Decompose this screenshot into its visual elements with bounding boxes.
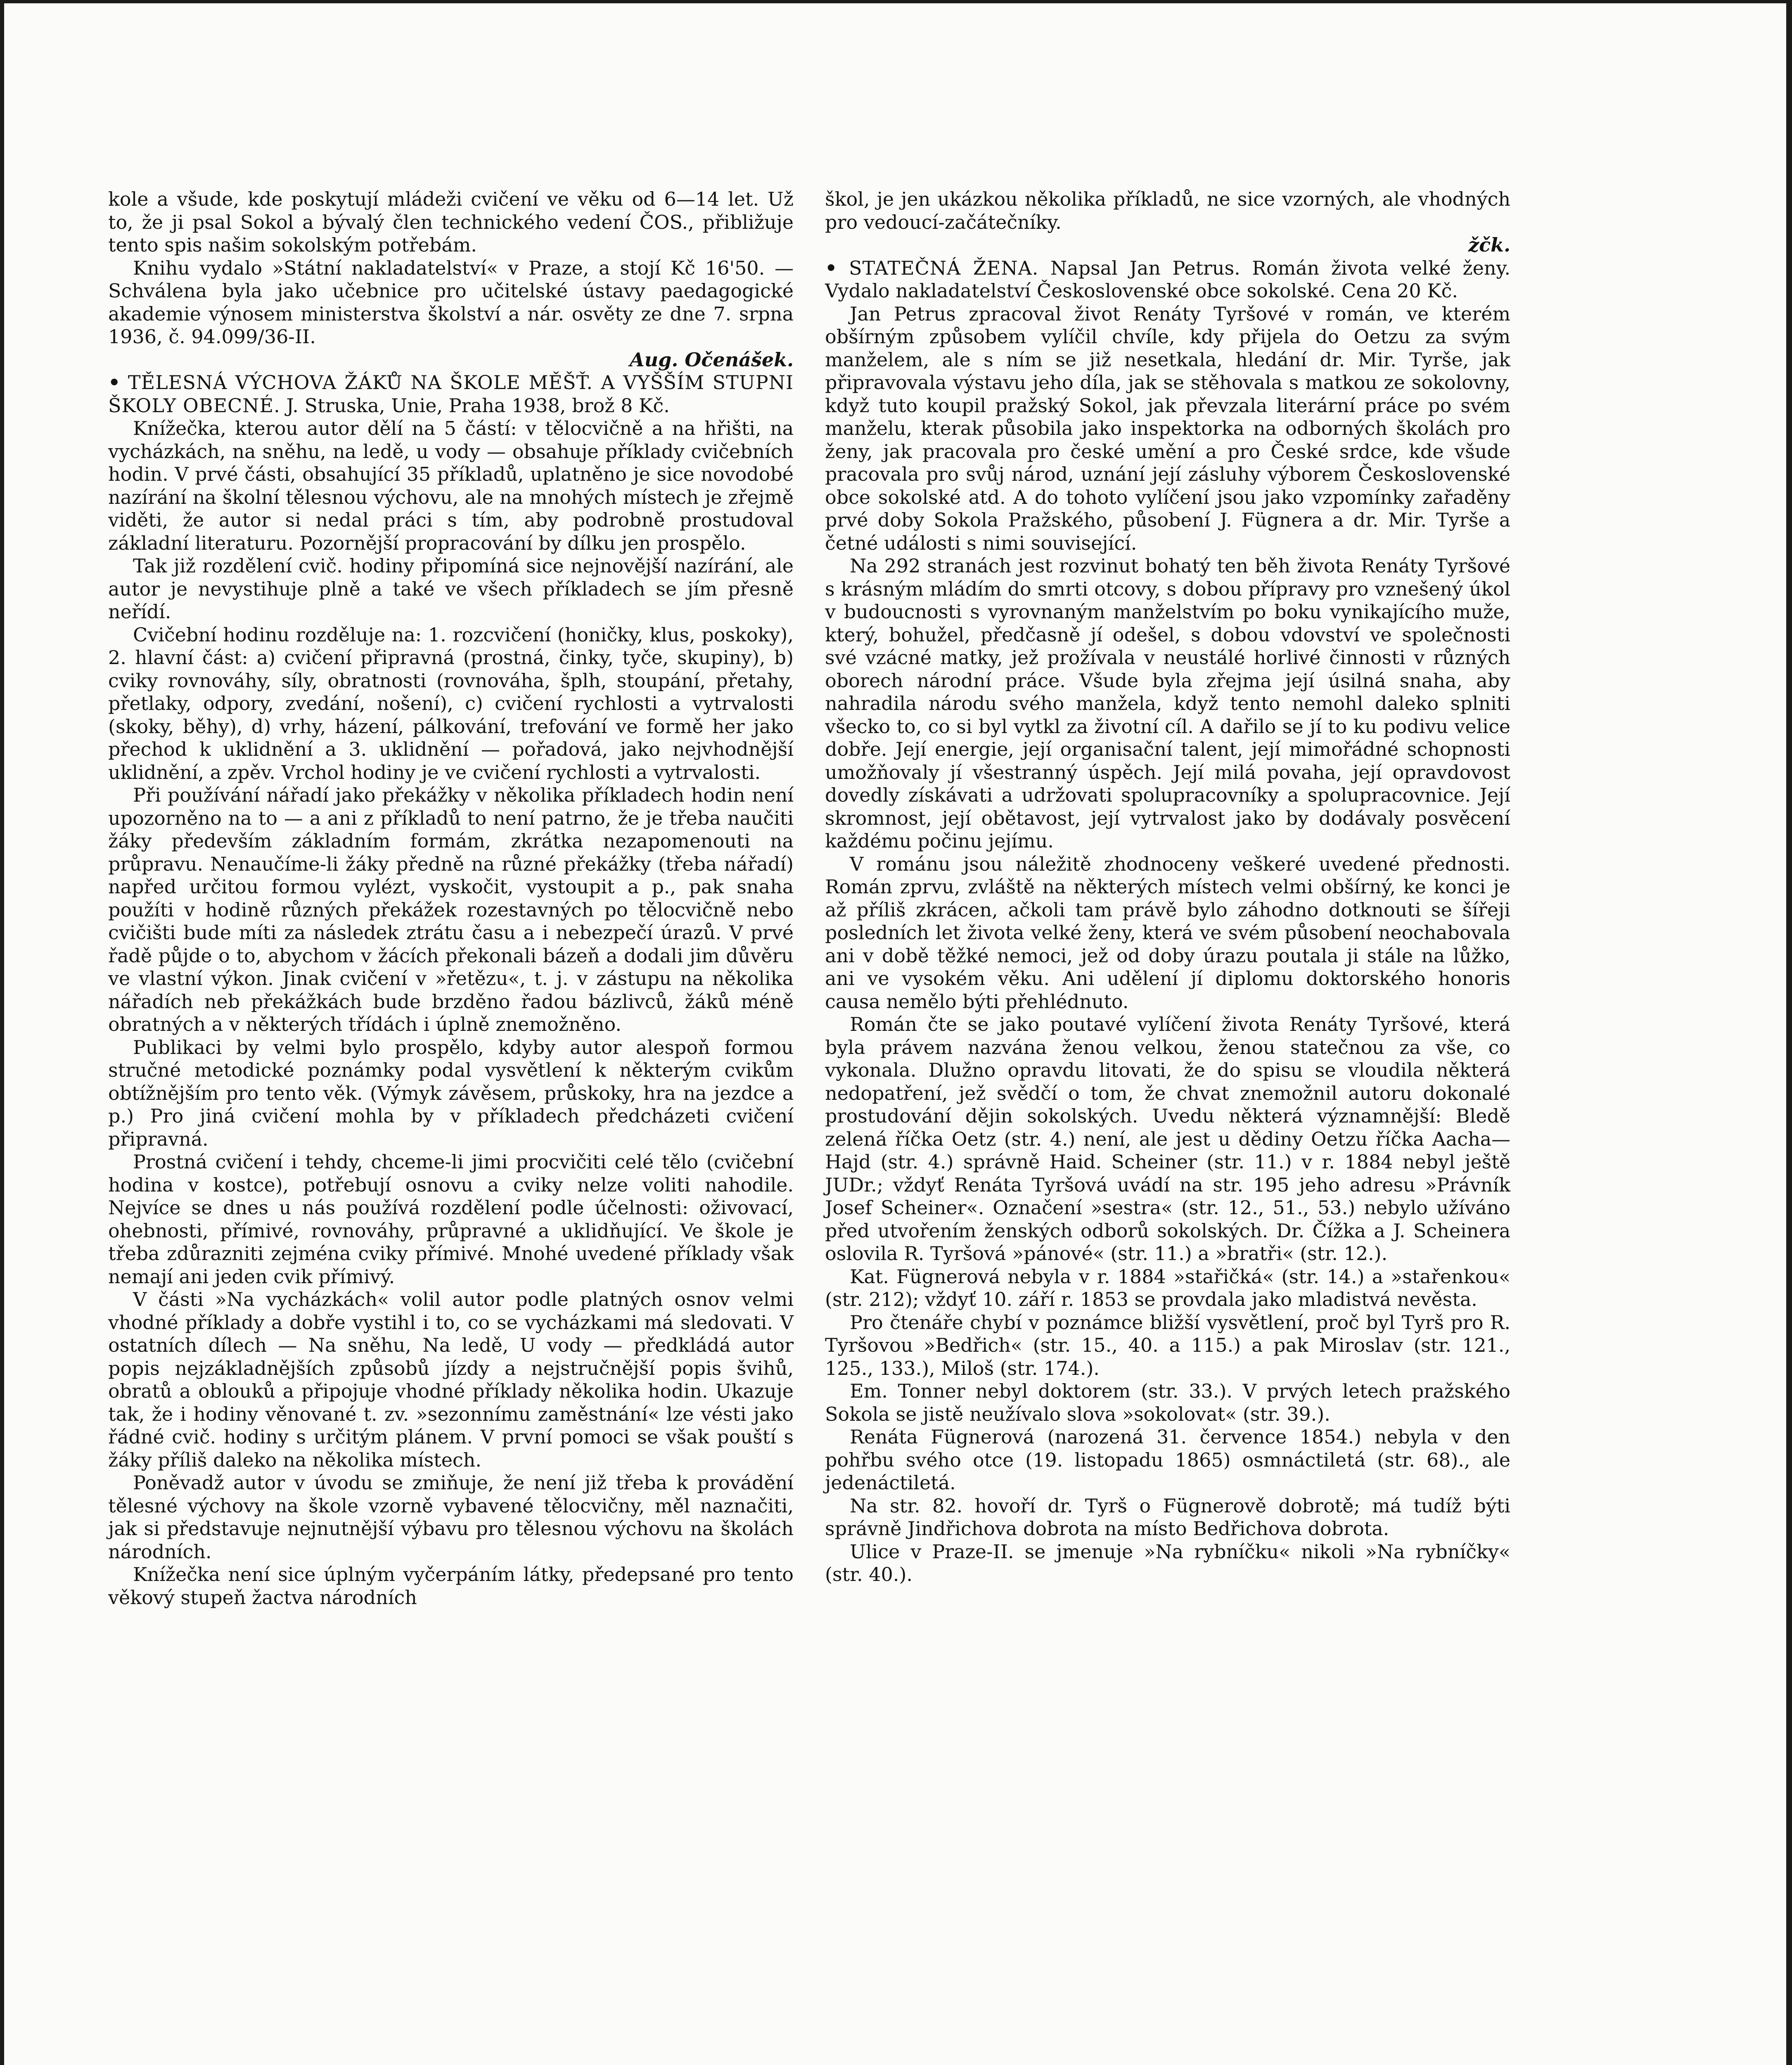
paragraph: kole a všude, kde poskytují mládeži cvičení ve věku od 6—14 let. Už to, že ji psal Sokol a bývalý člen technického vedení ČOS., přibližuje tento spis našim sokolským potřebám. [108,188,794,256]
paragraph: Pro čtenáře chybí v poznámce bližší vysvětlení, proč byl Tyrš pro R. Tyršovou »Bedřich« (str. 15., 40. a 115.) a pak Miroslav (str. 121., 125., 133.), Miloš (str. 174.). [825,1311,1510,1379]
reviewer-signature: žčk. [1468,234,1510,256]
paragraph: Román čte se jako poutavé vylíčení života Renáty Tyršové, která byla právem nazvána ženou velkou, ženou statečnou za vše, co vykonala. Dlužno opravdu litovati, že do spisu se vloudila některá nedopatření, jež svědčí o tom, že chvat znemožnil autoru dokonalé prostudování dějin sokolských. Uvedu některá významnější: Bledě zelená říčka Oetz (str. 4.) není, ale jest u dědiny Oetzu říčka Aacha—Hajd (str. 4.) správně Haid. Scheiner (str. 11.) v r. 1884 nebyl ještě JUDr.; vždyť Renáta Tyršová uvádí na str. 195 jeho adresu »Právník Josef Scheiner«. Označení »sestra« (str. 12., 51., 53.) nebylo užíváno před utvořením ženských odborů sokolských. Dr. Čížka a J. Scheinera oslovila R. Tyršová »pánové« (str. 11.) a »bratři« (str. 12.). [825,1013,1510,1265]
review-meta: J. Struska, Unie, Praha 1938, brož 8 Kč. [286,394,670,417]
paragraph: Prostná cvičení i tehdy, chceme-li jimi procvičiti celé tělo (cvičební hodina v kostce), potřebují osnovu a cviky nelze voliti nahodile. Nejvíce se dnes u nás používá rozdělení podle účelnosti: oživovací, ohebnosti, přímivé, rovnováhy, průpravné a uklidňující. Ve škole je třeba zdůrazniti zejména cviky přímivé. Mnohé uvedené příklady však nemají ani jeden cvik přímivý. [108,1151,794,1288]
paragraph: Kat. Fügnerová nebyla v r. 1884 »stařičká« (str. 14.) a »stařenkou« (str. 212); vždyť 10. září r. 1853 se provdala jako mladistvá nevěsta. [825,1265,1510,1310]
paragraph: Na str. 82. hovoří dr. Tyrš o Fügnerově dobrotě; má tudíž býti správně Jindřichova dobrota na místo Bedřichova dobrota. [825,1494,1510,1540]
paragraph: Knížečka, kterou autor dělí na 5 částí: v tělocvičně a na hřišti, na vycházkách, na sněhu, na ledě, u vody — obsahuje příklady cvičebních hodin. V prvé části, obsahující 35 příkladů, uplatněno je sice novodobé nazírání na školní tělesnou výchovu, ale na mnohých místech je zřejmě viděti, že autor si nedal práci s tím, aby podrobně prostudoval základní literaturu. Pozornější propracování by dílku jen prospělo. [108,417,794,554]
bullet-icon: • [108,371,121,394]
reviewer-signature: Aug. Očenášek. [630,348,794,371]
paragraph: Tak již rozdělení cvič. hodiny připomíná sice nejnovější nazírání, ale autor je nevystihuje plně a také ve všech příkladech se jím přesně neřídí. [108,555,794,623]
review-title: TĚLESNÁ VÝCHOVA ŽÁKŮ NA ŠKOLE MĚŠŤ. A VYŠŠÍM STUPNI ŠKOLY OBECNÉ. [108,371,794,417]
paragraph: Poněvadž autor v úvodu se zmiňuje, že není již třeba k provádění tělesné výchovy na škole vzorně vybavené tělocvičny, měl naznačiti, jak si představuje nejnutnější výbavu pro tělesnou výchovu na školách národních. [108,1472,794,1563]
scan-edge-top [0,0,1792,3]
paragraph: Ulice v Praze-II. se jmenuje »Na rybníčku« nikoli »Na rybníčky« (str. 40.). [825,1540,1510,1586]
paragraph: Em. Tonner nebyl doktorem (str. 33.). V prvých letech pražského Sokola se jistě neužívalo slova »sokolovat« (str. 39.). [825,1380,1510,1425]
paragraph: V románu jsou náležitě zhodnoceny veškeré uvedené přednosti. Román zprvu, zvláště na některých místech velmi obšírný, ke konci je až příliš zkrácen, ačkoli tam právě bylo záhodno dotknouti se šířeji posledních let života velké ženy, která ve svém působení neochabovala ani v době těžké nemoci, jež od doby úrazu poutala ji stále na lůžko, ani ve vysokém věku. Ani udělení jí diplomu doktorského honoris causa nemělo býti přehlédnuto. [825,852,1510,1013]
review-heading [108,371,794,417]
paragraph: škol, je jen ukázkou několika příkladů, ne sice vzorných, ale vhodných pro vedoucí-začátečníky. [825,188,1510,233]
paragraph: Knihu vydalo »Státní nakladatelství« v Praze, a stojí Kč 16'50. — Schválena byla jako učebnice pro učitelské ústavy paedagogické akademie výnosem ministerstva školství a nár. osvěty ze dne 7. srpna 1936, č. 94.099/36-II. [108,256,794,348]
right-text-column [825,188,1510,1586]
review-heading [825,257,1510,303]
paragraph: Cvičební hodinu rozděluje na: 1. rozcvičení (honičky, klus, poskoky), 2. hlavní část: a) cvičení připravná (prostná, činky, tyče, skupiny), b) cviky rovnováhy, síly, obratnosti (rovnováha, šplh, stoupání, přetahy, přetlaky, odpory, zvedání, nošení), c) cvičení rychlosti a vytrvalosti (skoky, běhy), d) vrhy, házení, pálkování, trefování ve formě her jako přechod k uklidnění a 3. uklidnění — pořadová, jako nejvhodnější uklidnění, a zpěv. Vrchol hodiny je ve cvičení rychlosti a vytrvalosti. [108,623,794,783]
paragraph: Při používání nářadí jako překážky v několika příkladech hodin není upozorněno na to — a ani z příkladů to není patrno, že je třeba naučiti žáky především základním formám, zkrátka nezapomenouti na průpravu. Nenaučíme-li žáky předně na různé překážky (třeba nářadí) napřed určitou formou vylézt, vyskočit, vystoupit a p., pak snaha použíti v hodině různých překážek rozestavných po tělocvičně nebo cvičišti bude míti za následek ztrátu času a i nebezpečí úrazů. V prvé řadě půjde o to, abychom v žácích překonali bázeň a dodali jim důvěru ve vlastní výkon. Jinak cvičení v »řetězu«, t. j. v zástupu na několika nářadích neb překážkách bude brzděno řadou bázlivců, žáků méně obratných a v některých třídách i úplně znemožněno. [108,784,794,1035]
review-meta: Napsal Jan Petrus. Román života velké ženy. Vydalo nakladatelství Československé obce sokolské. Cena 20 Kč. [825,256,1510,302]
paragraph: Knížečka není sice úplným vyčerpáním látky, předepsané pro tento věkový stupeň žactva národních [108,1563,794,1609]
review-title: STATEČNÁ ŽENA. [849,256,1039,279]
scan-edge-right [1786,0,1792,2065]
paragraph: V části »Na vycházkách« volil autor podle platných osnov velmi vhodné příklady a dobře vystihl i to, co se vycházkami má sledovati. V ostatních dílech — Na sněhu, Na ledě, U vody — předkládá autor popis nejzákladnějších způsobů jízdy a nejstručnější popis švihů, obratů a oblouků a připojuje vhodné příklady několika hodin. Ukazuje tak, že i hodiny věnované t. zv. »sezonnímu zaměstnání« lze vésti jako řádné cvič. hodiny s určitým plánem. V první pomoci se však pouští s žáky příliš daleko na několika místech. [108,1288,794,1471]
paragraph: Na 292 stranách jest rozvinut bohatý ten běh života Renáty Tyršové s krásným mládím do smrti otcovy, s dobou přípravy pro vznešený úkol v budoucnosti s vyrovnaným manželstvím po boku vynikajícího muže, který, bohužel, předčasně jí odešel, s dobou vdovství ve společnosti své vzácné matky, jež prožívala v neustálé horlivé činnosti v různých oborech národní práce. Všude byla zřejma její úsilná snaha, aby nahradila národu svého manžela, když tento nemohl daleko splniti všecko to, co si byl vytkl za životní cíl. A dařilo se jí to ku podivu velice dobře. Její energie, její organisační talent, její mimořádné schopnosti umožňovaly jí všestranný úspěch. Její milá povaha, její opravdovost dovedly získávati a udržovati spolupracovníky a spolupracovnice. Její skromnost, její obětavost, její vytrvalost jako by dodávaly posvěcení každému počinu jejímu. [825,555,1510,852]
paragraph: Renáta Fügnerová (narozená 31. července 1854.) nebyla v den pohřbu svého otce (19. listopadu 1865) osmnáctiletá (str. 68)., ale jedenáctiletá. [825,1426,1510,1494]
scan-edge-left [0,0,4,2065]
left-text-column [108,188,794,1609]
paragraph: Publikaci by velmi bylo prospělo, kdyby autor alespoň formou stručné metodické poznámky podal vysvětlení k některým cvikům obtížnějším pro tento věk. (Výmyk závěsem, průskoky, hra na jezdce a p.) Pro jiná cvičení mohla by v příkladech předcházeti cvičení připravná. [108,1036,794,1150]
paragraph: Jan Petrus zpracoval život Renáty Tyršové v román, ve kterém obšírným způsobem vylíčil chvíle, kdy přijela do Oetzu za svým manželem, ale s ním se již nesetkala, hledání dr. Mir. Tyrše, jak připravovala výstavu jeho díla, jak se stěhovala s matkou ze sokolovny, když tuto koupil pražský Sokol, jak převzala literární práce po svém manželu, kterak působila jako inspektorka na odborných školách pro ženy, jak pracovala pro české umění a pro České srdce, kde všude pracovala pro svůj národ, uznání její zásluhy výborem Československé obce sokolské atd. A do tohoto vylíčení jsou jako vzpomínky zařaděny prvé doby Sokola Pražského, působení J. Fügnera a dr. Mir. Tyrše a četné události s nimi související. [825,302,1510,554]
bullet-icon: • [825,256,837,279]
